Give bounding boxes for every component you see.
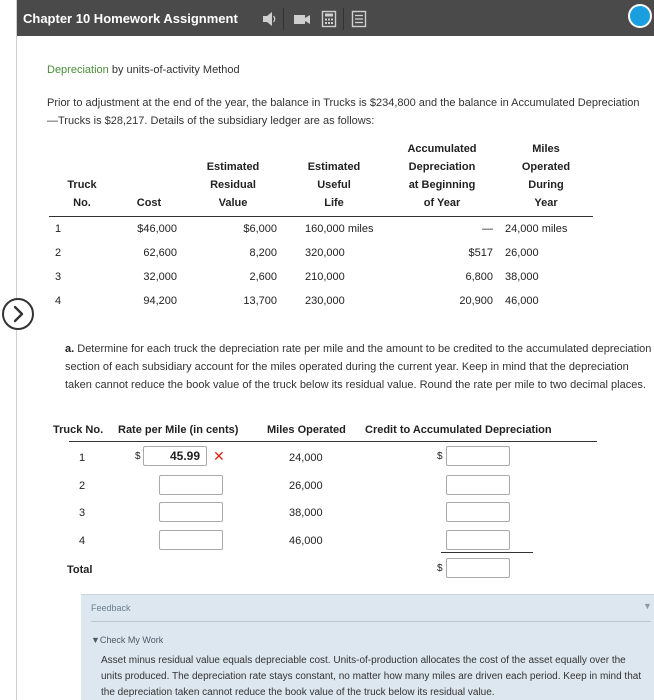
depreciation-link[interactable]: Depreciation (47, 64, 109, 76)
answer-miles: 38,000 (289, 507, 323, 519)
cell-accumulated: — (482, 222, 493, 235)
calculator-icon[interactable] (321, 10, 337, 28)
feedback-divider (91, 621, 651, 622)
check-my-work-toggle[interactable]: ▼Check My Work (91, 635, 164, 645)
cell-life: 230,000 (305, 294, 345, 307)
answer-header-miles: Miles Operated (267, 424, 346, 436)
cell-miles: 24,000 miles (505, 222, 568, 235)
cell-life: 320,000 (305, 246, 345, 259)
incorrect-icon: ✕ (213, 448, 225, 464)
question-label: a. (65, 343, 75, 355)
answer-header-truck-no: Truck No. (53, 424, 104, 436)
cell-life: 210,000 (305, 270, 345, 283)
question-text: Determine for each truck the depreciation rate per mile and the amount to be credited to the accumulated depreciation section of each subsidiary account for the miles operated during the current year. Keep in mind that the depreciation taken cannot reduce the book value of the truck below its residual value. Round the rate per mile to two decimal places. (65, 343, 652, 391)
answer-header-rule (69, 441, 597, 442)
rate-input-truck-2[interactable] (159, 475, 223, 495)
cell-miles: 26,000 (505, 246, 539, 259)
table-row (49, 265, 593, 289)
cell-residual: 8,200 (249, 246, 277, 259)
total-rule (441, 552, 533, 553)
header-accumulated-depreciation: Accumulated Depreciation at Beginning of Year (385, 140, 499, 217)
feedback-panel (81, 594, 654, 700)
assignment-frame (16, 0, 654, 700)
answer-truck-no: 4 (79, 535, 86, 547)
answer-miles: 24,000 (289, 452, 323, 464)
dollar-sign: $ (135, 451, 141, 462)
cell-truck-no: 4 (55, 294, 62, 307)
dollar-sign: $ (437, 563, 443, 574)
total-label: Total (67, 564, 93, 576)
cell-truck-no: 1 (55, 222, 62, 235)
toolbar-separator (283, 8, 284, 30)
notes-icon[interactable] (351, 10, 367, 28)
chevron-right-icon[interactable] (2, 298, 34, 330)
cell-cost: 32,000 (143, 270, 177, 283)
cell-cost: 94,200 (143, 294, 177, 307)
table-row (49, 217, 593, 241)
answer-truck-no: 3 (79, 507, 86, 519)
header-residual-value: Estimated Residual Value (183, 140, 283, 217)
left-margin (0, 0, 16, 700)
speaker-icon[interactable] (261, 10, 277, 28)
cell-truck-no: 2 (55, 246, 62, 259)
toolbar-separator (343, 8, 344, 30)
cell-miles: 46,000 (505, 294, 539, 307)
credit-input-truck-2[interactable] (446, 475, 510, 495)
rate-input-truck-4[interactable] (159, 530, 223, 550)
chevron-down-icon[interactable]: ▼ (643, 601, 652, 611)
chevron-right-glyph (4, 300, 32, 328)
answer-miles: 26,000 (289, 480, 323, 492)
cell-cost: 62,600 (143, 246, 177, 259)
header-truck-no: Truck No. (49, 140, 115, 217)
cell-accumulated: 6,800 (465, 270, 493, 283)
heading-text: by units-of-activity Method (108, 64, 240, 76)
answer-miles: 46,000 (289, 535, 323, 547)
header-miles-operated: Miles Operated During Year (499, 140, 593, 217)
rate-input-truck-1[interactable]: 45.99 (143, 446, 207, 466)
cell-residual: $6,000 (243, 222, 277, 235)
credit-input-truck-1[interactable] (446, 446, 510, 466)
cell-residual: 2,600 (249, 270, 277, 283)
video-camera-icon[interactable] (293, 10, 311, 28)
subsidiary-ledger-table (49, 140, 593, 313)
table-row (49, 289, 593, 313)
answer-truck-no: 1 (79, 452, 86, 464)
help-badge-icon[interactable] (628, 4, 652, 28)
header-useful-life: Estimated Useful Life (283, 140, 385, 217)
answer-header-rate: Rate per Mile (in cents) (118, 424, 239, 436)
cell-cost: $46,000 (137, 222, 177, 235)
window-title: Chapter 10 Homework Assignment (23, 11, 238, 26)
answer-truck-no: 2 (79, 480, 86, 492)
question-a (65, 340, 654, 394)
credit-input-truck-4[interactable] (446, 530, 510, 550)
problem-heading (47, 64, 647, 76)
dollar-sign: $ (437, 451, 443, 462)
header-cost: Cost (115, 140, 183, 217)
cell-residual: 13,700 (243, 294, 277, 307)
problem-intro: Prior to adjustment at the end of the year, the balance in Trucks is $234,800 and the balance in Accumulated Depreciation—Trucks is $28,217. Details of the subsidiary ledger are as follows: (47, 97, 640, 127)
rate-input-truck-3[interactable] (159, 502, 223, 522)
cell-life: 160,000 miles (305, 222, 374, 235)
problem-content (47, 64, 647, 130)
answer-header-credit: Credit to Accumulated Depreciation (365, 424, 552, 436)
cell-truck-no: 3 (55, 270, 62, 283)
cell-accumulated: $517 (468, 246, 493, 259)
title-bar (17, 0, 654, 36)
ledger-header-row (49, 140, 593, 217)
feedback-text: Asset minus residual value equals depreciable cost. Units-of-production allocates the cost of the asset equally over the units produced. The depreciation rate stays constant, no matter how many miles are driven each period. Keep in mind that the depreciation taken cannot reduce the book value of the truck below its residual value. (101, 655, 642, 698)
cell-miles: 38,000 (505, 270, 539, 283)
cell-accumulated: 20,900 (459, 294, 493, 307)
feedback-title[interactable]: Feedback (91, 603, 131, 613)
total-credit-input[interactable] (446, 558, 510, 578)
credit-input-truck-3[interactable] (446, 502, 510, 522)
table-row (49, 241, 593, 265)
